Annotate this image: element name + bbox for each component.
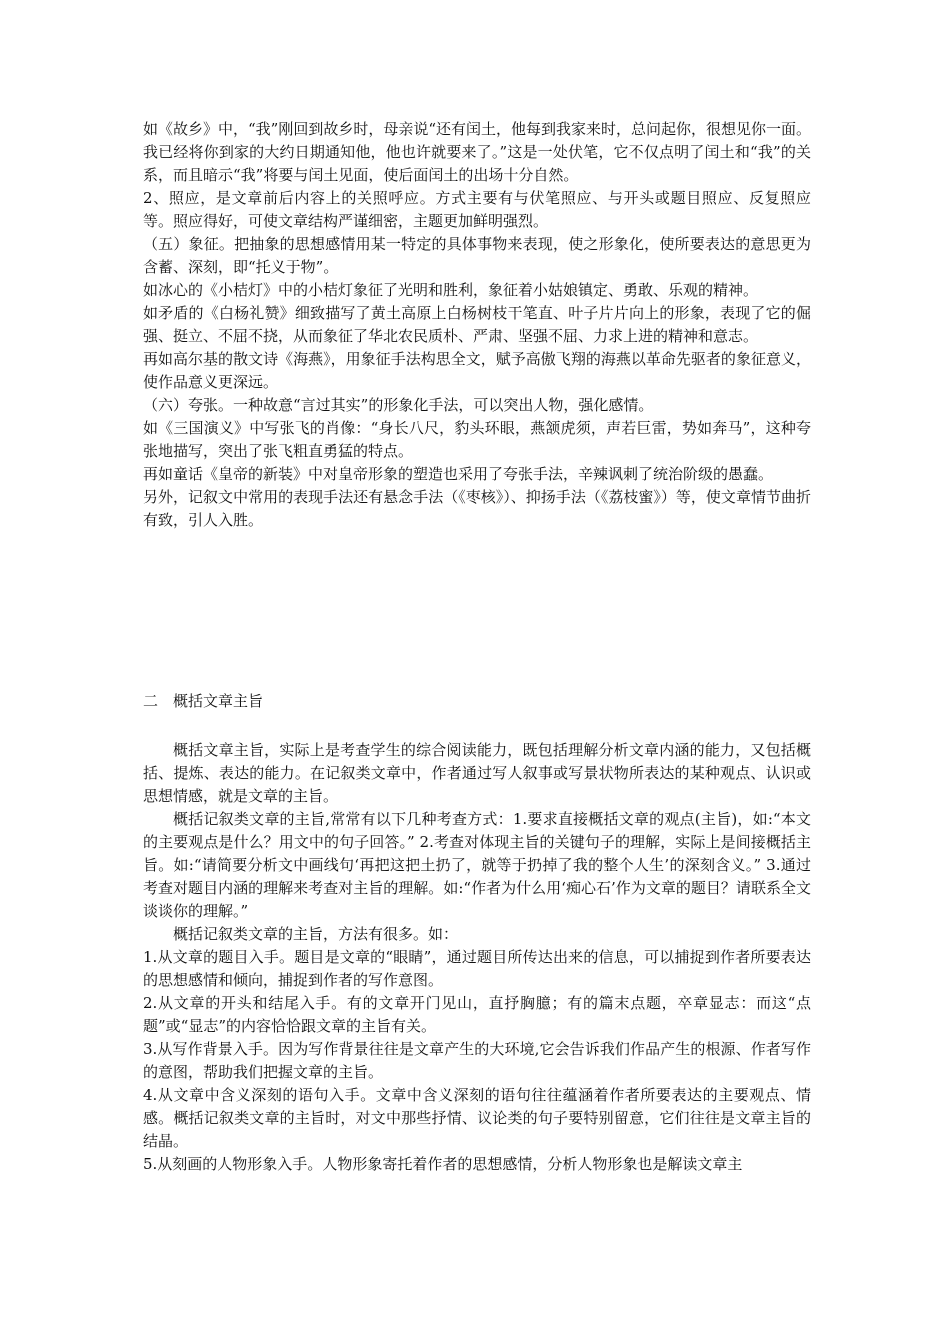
paragraph-symbolism: （五）象征。把抽象的思想感情用某一特定的具体事物来表现，使之形象化，使所要表达的意思更为含蓄、深刻，即“托义于物”。 — [143, 235, 811, 276]
paragraph-orange-lamp: 如冰心的《小桔灯》中的小桔灯象征了光明和胜利，象征着小姑娘镇定、勇敢、乐观的精神。 — [143, 281, 759, 299]
paragraph-exaggeration: （六）夸张。一种故意“言过其实”的形象化手法，可以突出人物，强化感情。 — [143, 396, 654, 414]
list-item-method-1: 1.从文章的题目入手。题目是文章的“眼睛”，通过题目所传达出来的信息，可以捕捉到作者所要表达的思想感情和倾向，捕捉到作者的写作意图。 — [143, 948, 811, 989]
paragraph-other-techniques: 另外，记叙文中常用的表现手法还有悬念手法（《枣核》）、抑扬手法（《荔枝蜜》）等，使文章情节曲折有致，引人入胜。 — [143, 488, 811, 529]
paragraph-petrel: 再如高尔基的散文诗《海燕》，用象征手法构思全文，赋予高傲飞翔的海燕以革命先驱者的象征意义，使作品意义更深远。 — [143, 350, 811, 391]
paragraph-emperor-clothes: 再如童话《皇帝的新装》中对皇帝形象的塑造也采用了夸张手法，辛辣讽刺了统治阶级的愚蠢。 — [143, 465, 774, 483]
list-item-method-3: 3.从写作背景入手。因为写作背景往往是文章产生的大环境,它会告诉我们作品产生的根源、作者写作的意图，帮助我们把握文章的主旨。 — [143, 1040, 811, 1081]
list-item-method-4: 4.从文章中含义深刻的语句入手。文章中含义深刻的语句往往蕴涵着作者所要表达的主要观点、情感。概括记叙类文章的主旨时，对文中那些抒情、议论类的句子要特别留意，它们往往是文章主旨的结晶。 — [143, 1086, 811, 1150]
section-main-idea-body — [143, 739, 811, 1176]
section-expression-techniques — [143, 118, 811, 532]
paragraph-echo: 2、照应，是文章前后内容上的关照呼应。方式主要有与伏笔照应、与开头或题目照应、反复照应等。照应得好，可使文章结构严谨细密，主题更加鲜明强烈。 — [143, 189, 811, 230]
paragraph-three-kingdoms: 如《三国演义》中写张飞的肖像：“身长八尺，豹头环眼，燕颔虎须，声若巨雷，势如奔马”，这种夸张地描写，突出了张飞粗直勇猛的特点。 — [143, 419, 811, 460]
paragraph-methods-lead: 概括记叙类文章的主旨，方法有很多。如： — [173, 925, 459, 943]
list-item-method-5: 5.从刻画的人物形象入手。人物形象寄托着作者的思想感情，分析人物形象也是解读文章主 — [143, 1155, 743, 1173]
paragraph-intro: 概括文章主旨，实际上是考查学生的综合阅读能力，既包括理解分析文章内涵的能力，又包括概括、提炼、表达的能力。在记叙类文章中，作者通过写人叙事或写景状物所表达的某种观点、认识或思想情感，就是文章的主旨。 — [143, 741, 811, 805]
paragraph-test-methods: 概括记叙类文章的主旨,常常有以下几种考查方式：1.要求直接概括文章的观点(主旨)，如:“本文的主要观点是什么？用文中的句子回答。” 2.考查对体现主旨的关键句子的理解，实际上是间接概括主旨。如:“请简要分析文中画线句‘再把这把土扔了，就等于扔掉了我的整个人生’的深刻含义。” 3.通过考查对题目内涵的理解来考查对主旨的理解。如:“作者为什么用‘痴心石’作为文章的题目？请联系全文谈谈你的理解。” — [143, 810, 811, 920]
section-main-idea — [143, 690, 811, 713]
paragraph-guzhang-foreshadow: 如《故乡》中，“我”刚回到故乡时，母亲说“还有闰土，他每到我家来时，总问起你，很想见你一面。我已经将你到家的大约日期通知他，他也许就要来了。”这是一处伏笔，它不仅点明了闰土和“我”的关系，而且暗示“我”将要与闰土见面，使后面闰土的出场十分自然。 — [143, 120, 812, 184]
paragraph-white-poplar: 如矛盾的《白杨礼赞》细致描写了黄土高原上白杨树枝干笔直、叶子片片向上的形象，表现了它的倔强、挺立、不屈不挠，从而象征了华北农民质朴、严肃、坚强不屈、力求上进的精神和意志。 — [143, 304, 811, 345]
list-item-method-2: 2.从文章的开头和结尾入手。有的文章开门见山，直抒胸臆；有的篇末点题，卒章显志：而这“点题”或“显志”的内容恰恰跟文章的主旨有关。 — [143, 994, 811, 1035]
section-heading: 二 概括文章主旨 — [143, 692, 264, 710]
